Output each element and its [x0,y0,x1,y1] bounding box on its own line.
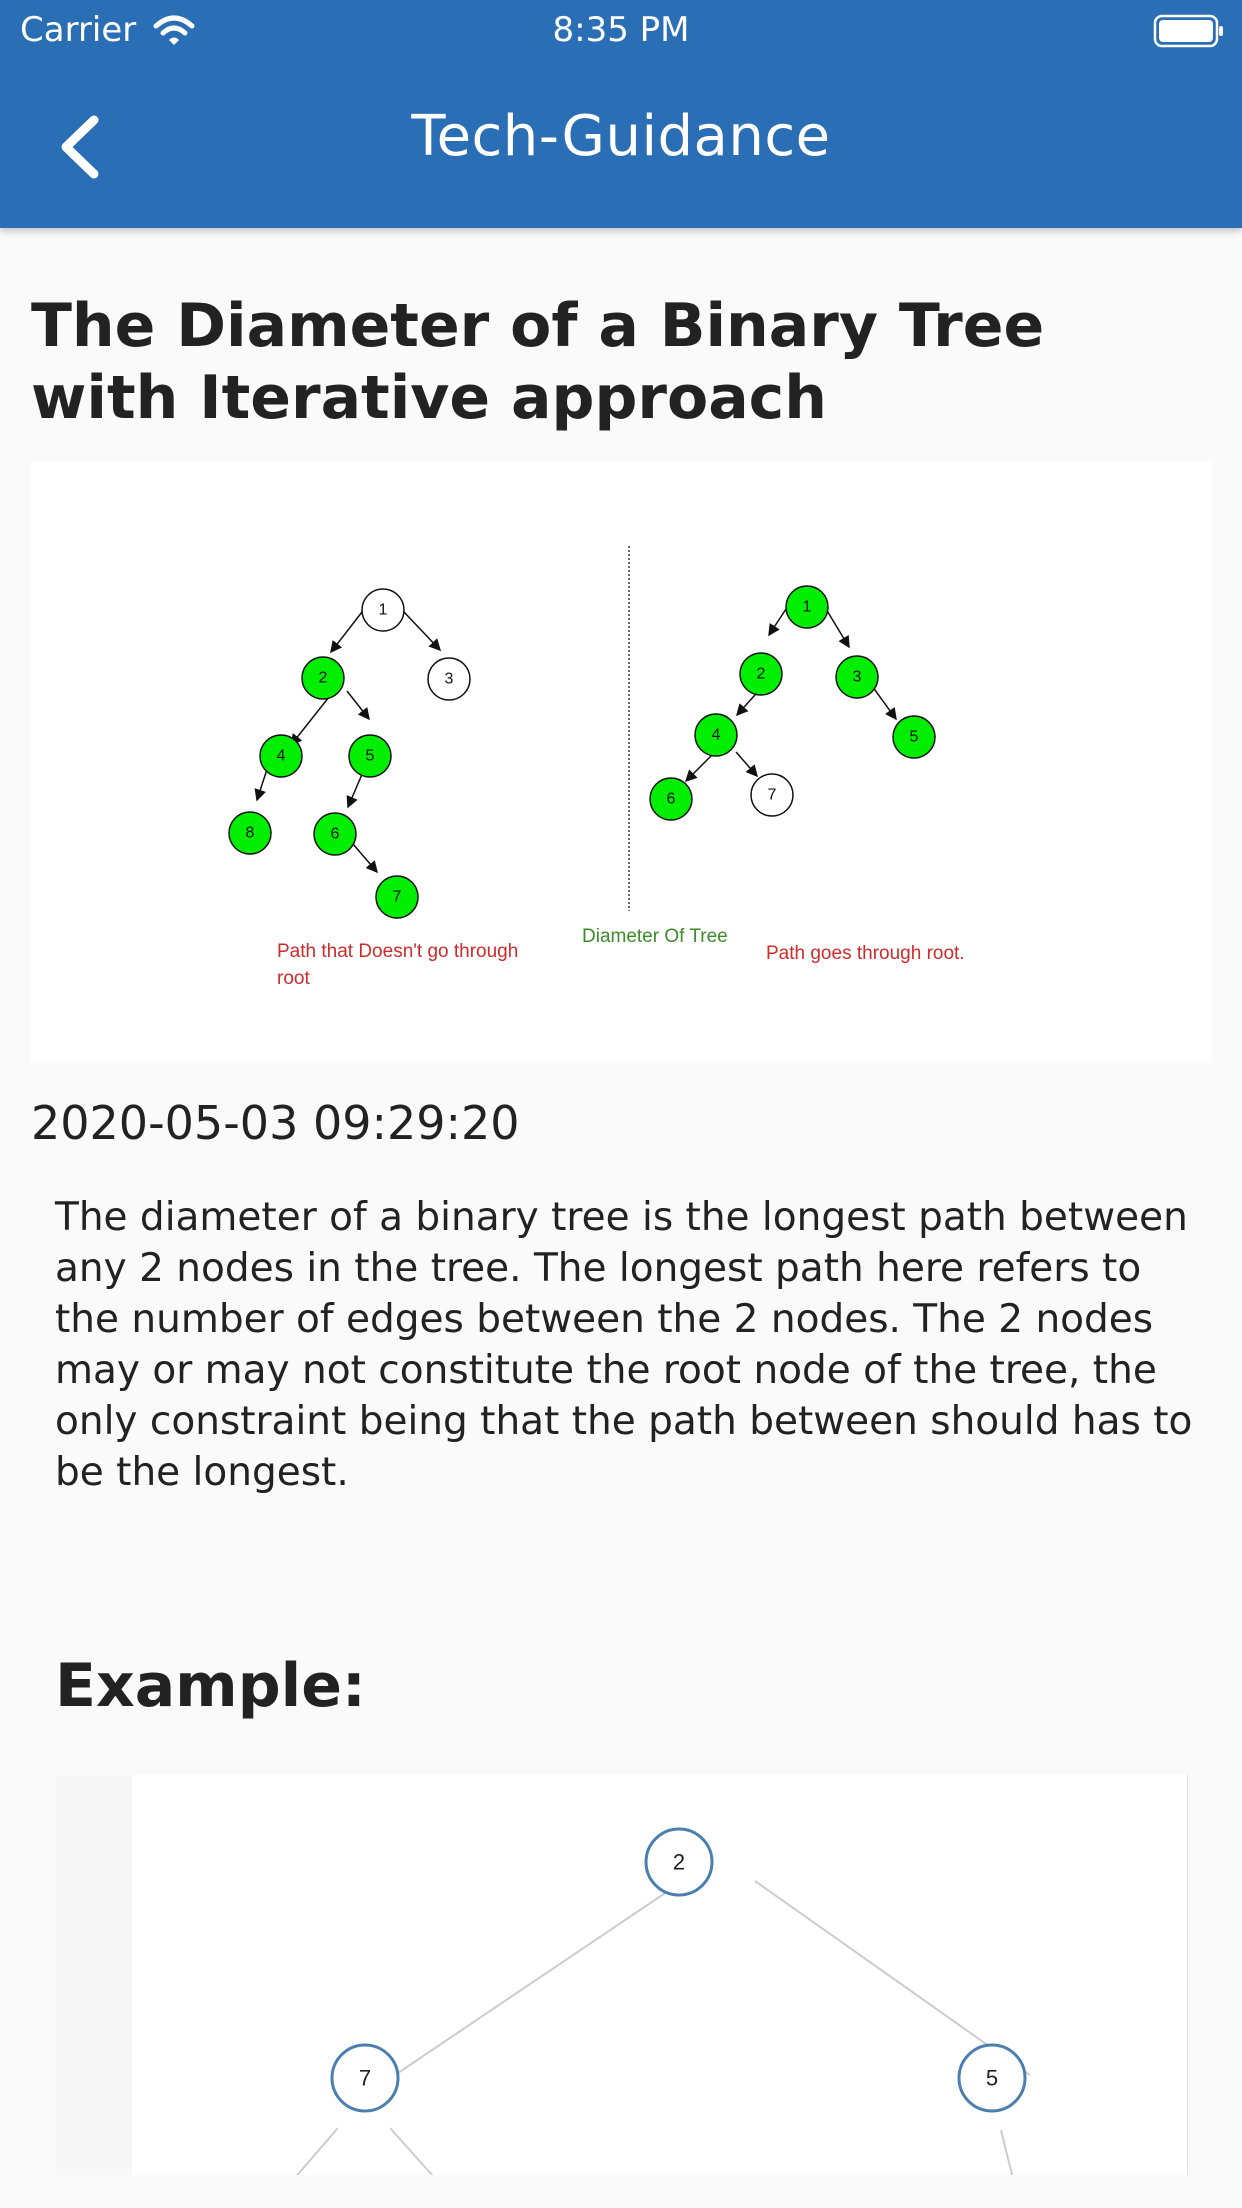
tree-node-label: 4 [711,726,721,744]
example-node-label: 2 [672,1849,686,1875]
caption-left-line2: root [277,968,310,989]
tree-node-label: 2 [318,669,328,687]
caption-right: Path goes through root. [766,943,965,964]
hero-diagram [31,461,1212,1063]
status-time: 8:35 PM [552,10,690,50]
tree-node-label: 7 [767,786,777,804]
example-diagram [55,1775,1188,2175]
app-bar [0,62,1242,228]
intro-paragraph: The diameter of a binary tree is the longest path between any 2 nodes in the tree. The longest path here refers to the number of edges between the 2 nodes. The 2 nodes may or may not constitute the root node of the tree, the only constraint being that the path between should has to be the longest. [55,1195,1193,1495]
example-node-label: 7 [358,2065,372,2091]
tree-node-label: 1 [378,601,388,619]
tree-node-label: 6 [330,825,340,843]
article-title: The Diameter of a Binary Tree with Iterative approach [31,291,1045,433]
app-title: Tech-Guidance [411,104,831,169]
binary-tree-diagram [31,461,1212,1063]
example-node-label: 5 [985,2065,999,2091]
status-bar [0,0,1242,62]
tree-node-label: 1 [802,598,812,616]
caption-middle: Diameter Of Tree [582,926,728,947]
example-tree-diagram [55,1775,1188,2175]
tree-node-label: 3 [444,670,454,688]
caption-left-line1: Path that Doesn't go through [277,941,519,962]
tree-node-label: 4 [276,747,286,765]
battery-icon [1153,14,1225,48]
article-date: 2020-05-03 09:29:20 [31,1096,520,1150]
carrier-label: Carrier [20,10,137,50]
tree-node-label: 6 [666,790,676,808]
tree-node-label: 8 [245,824,255,842]
tree-node-label: 5 [365,747,375,765]
tree-node-label: 5 [909,728,919,746]
article-content[interactable] [0,228,1242,2208]
tree-node-label: 7 [392,888,402,906]
tree-node-label: 2 [756,665,766,683]
tree-node-label: 3 [852,668,862,686]
example-heading: Example: [55,1651,366,1721]
